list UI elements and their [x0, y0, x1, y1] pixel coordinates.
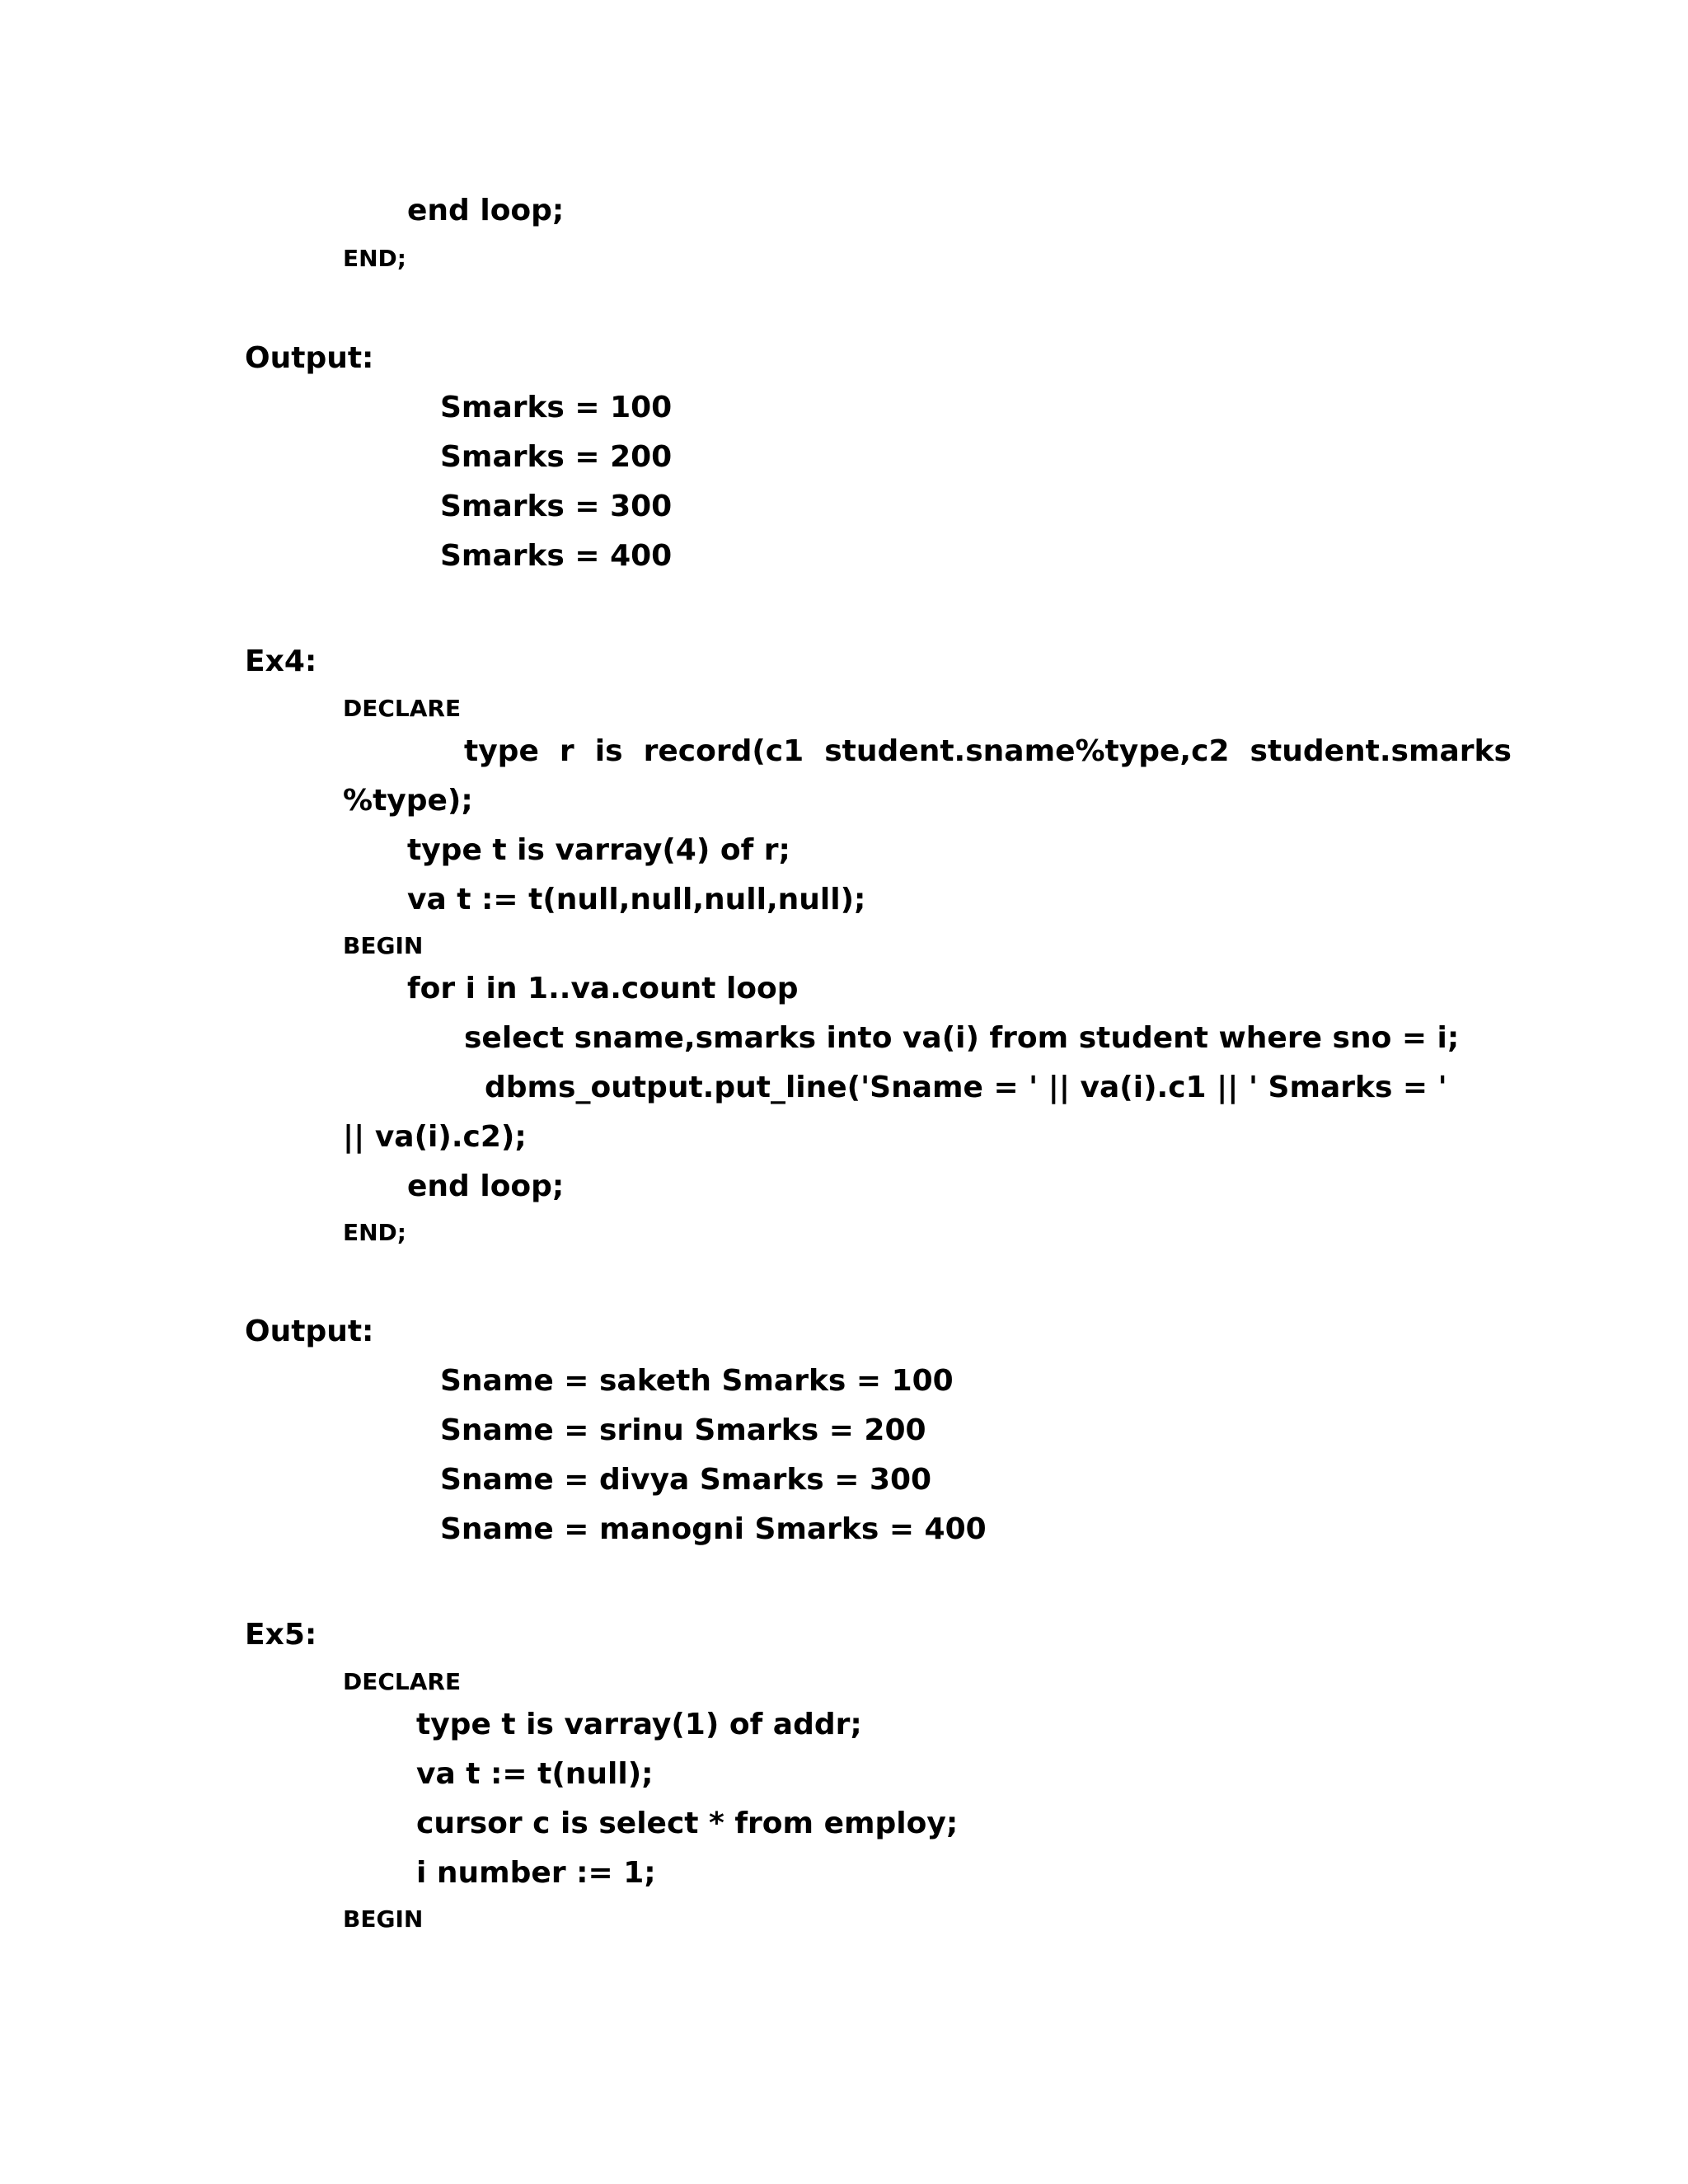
output-line: Sname = manogni Smarks = 400 — [440, 1512, 987, 1546]
code-line: dbms_output.put_line('Sname = ' || va(i).c1 || ' Smarks = ' — [485, 1071, 1447, 1104]
output-line: Smarks = 100 — [440, 391, 673, 424]
code-keyword-line: DECLARE — [343, 695, 462, 722]
code-keyword-line: BEGIN — [343, 1905, 424, 1933]
section-heading: Ex5: — [245, 1618, 317, 1652]
code-line: i number := 1; — [416, 1856, 656, 1890]
output-line: Smarks = 400 — [440, 539, 673, 573]
code-line: end loop; — [407, 194, 565, 227]
code-keyword-line: BEGIN — [343, 932, 424, 959]
output-line: Smarks = 300 — [440, 490, 673, 523]
code-line: type t is varray(4) of r; — [407, 833, 790, 867]
code-line: for i in 1..va.count loop — [407, 972, 799, 1005]
code-line: type t is varray(1) of addr; — [416, 1708, 862, 1741]
code-line: %type); — [343, 784, 473, 818]
code-line: va t := t(null,null,null,null); — [407, 883, 866, 916]
code-keyword-line: DECLARE — [343, 1668, 462, 1695]
code-line: cursor c is select * from employ; — [416, 1807, 959, 1840]
output-line: Sname = divya Smarks = 300 — [440, 1463, 932, 1497]
code-line: end loop; — [407, 1169, 565, 1203]
section-heading: Output: — [245, 1315, 374, 1348]
output-line: Sname = saketh Smarks = 100 — [440, 1364, 954, 1398]
section-heading: Ex4: — [245, 644, 317, 678]
code-line: || va(i).c2); — [343, 1120, 527, 1154]
output-line: Sname = srinu Smarks = 200 — [440, 1413, 926, 1447]
code-line: type r is record(c1 student.sname%type,c2 student.smarks — [464, 734, 1512, 768]
code-keyword-line: END; — [343, 1219, 406, 1246]
code-line: select sname,smarks into va(i) from student where sno = i; — [464, 1021, 1460, 1055]
output-line: Smarks = 200 — [440, 440, 673, 474]
code-keyword-line: END; — [343, 245, 406, 272]
code-line: va t := t(null); — [416, 1757, 654, 1791]
section-heading: Output: — [245, 341, 374, 375]
